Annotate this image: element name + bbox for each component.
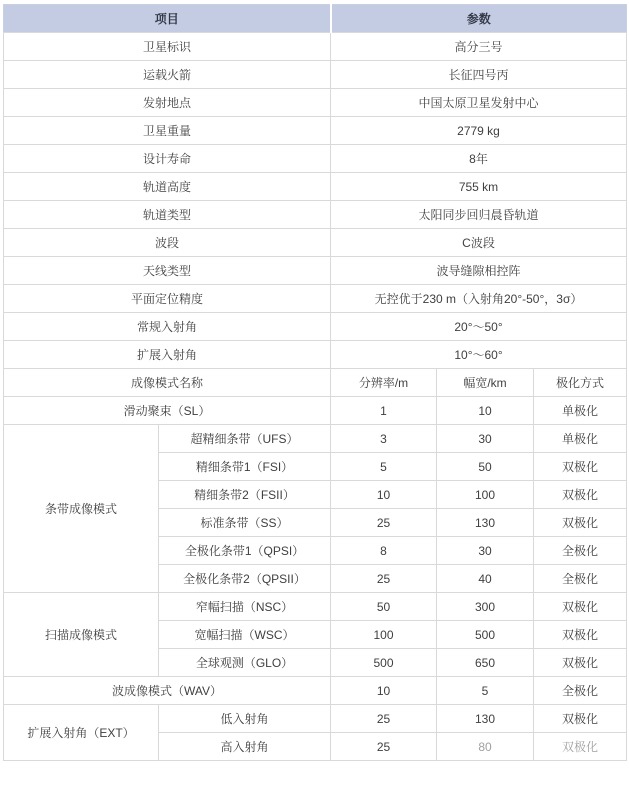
resolution-cell: 10 <box>331 677 437 705</box>
swath-cell: 300 <box>437 593 534 621</box>
mode-name-cell: 超精细条带（UFS） <box>159 425 331 453</box>
polarization-cell: 全极化 <box>534 677 627 705</box>
param-value-cell: 高分三号 <box>331 33 627 61</box>
table-row <box>4 33 627 61</box>
item-label-cell: 天线类型 <box>4 257 331 285</box>
resolution-cell: 25 <box>331 733 437 761</box>
item-label-cell: 扩展入射角 <box>4 341 331 369</box>
item-label-cell: 平面定位精度 <box>4 285 331 313</box>
item-label-cell: 卫星重量 <box>4 117 331 145</box>
polarization-cell: 单极化 <box>534 397 627 425</box>
table-row <box>4 229 627 257</box>
mode-row-wav <box>4 677 627 705</box>
mode-group-cell-scan: 扫描成像模式 <box>4 593 159 677</box>
table-header-row <box>4 5 627 33</box>
header-item-cell: 项目 <box>4 5 331 33</box>
polarization-cell: 双极化 <box>534 733 627 761</box>
mode-name-cell: 宽幅扫描（WSC） <box>159 621 331 649</box>
param-value-cell: 755 km <box>331 173 627 201</box>
item-label-cell: 运载火箭 <box>4 61 331 89</box>
param-value-cell: 长征四号丙 <box>331 61 627 89</box>
polarization-cell: 双极化 <box>534 705 627 733</box>
table-row <box>4 201 627 229</box>
swath-cell: 100 <box>437 481 534 509</box>
polarization-cell: 全极化 <box>534 565 627 593</box>
param-value-cell: 波导缝隙相控阵 <box>331 257 627 285</box>
swath-cell: 30 <box>437 537 534 565</box>
swath-cell: 50 <box>437 453 534 481</box>
resolution-cell: 1 <box>331 397 437 425</box>
swath-cell: 130 <box>437 705 534 733</box>
item-label-cell: 发射地点 <box>4 89 331 117</box>
resolution-cell: 25 <box>331 705 437 733</box>
mode-name-cell: 全极化条带2（QPSII） <box>159 565 331 593</box>
table-row <box>4 61 627 89</box>
item-label-cell: 常规入射角 <box>4 313 331 341</box>
param-value-cell: 太阳同步回归晨昏轨道 <box>331 201 627 229</box>
resolution-cell: 50 <box>331 593 437 621</box>
mode-name-cell: 标准条带（SS） <box>159 509 331 537</box>
resolution-cell: 25 <box>331 509 437 537</box>
polarization-cell: 双极化 <box>534 453 627 481</box>
mode-row <box>4 705 627 733</box>
swath-cell: 500 <box>437 621 534 649</box>
table-row <box>4 117 627 145</box>
table-row <box>4 173 627 201</box>
polarization-cell: 双极化 <box>534 649 627 677</box>
satellite-spec-table-wrapper <box>3 4 627 761</box>
item-label-cell: 卫星标识 <box>4 33 331 61</box>
mode-name-cell: 低入射角 <box>159 705 331 733</box>
param-value-cell: 20°～50° <box>331 313 627 341</box>
param-value-cell: 无控优于230 m（入射角20°-50°，3σ） <box>331 285 627 313</box>
param-value-cell: 10°～60° <box>331 341 627 369</box>
table-row <box>4 257 627 285</box>
table-row <box>4 313 627 341</box>
swath-cell: 10 <box>437 397 534 425</box>
resolution-cell: 10 <box>331 481 437 509</box>
swath-cell: 5 <box>437 677 534 705</box>
mode-name-cell: 精细条带2（FSII） <box>159 481 331 509</box>
resolution-cell: 500 <box>331 649 437 677</box>
item-label-cell: 设计寿命 <box>4 145 331 173</box>
mode-row-sl <box>4 397 627 425</box>
mode-row <box>4 593 627 621</box>
mode-name-cell: 精细条带1（FSI） <box>159 453 331 481</box>
param-value-cell: 2779 kg <box>331 117 627 145</box>
mode-name-cell: 窄幅扫描（NSC） <box>159 593 331 621</box>
swath-cell: 130 <box>437 509 534 537</box>
table-row <box>4 285 627 313</box>
swath-cell: 40 <box>437 565 534 593</box>
header-param-cell: 参数 <box>331 5 627 33</box>
resolution-cell: 8 <box>331 537 437 565</box>
mode-name-cell: 滑动聚束（SL） <box>4 397 331 425</box>
param-value-cell: C波段 <box>331 229 627 257</box>
mode-name-cell: 全极化条带1（QPSI） <box>159 537 331 565</box>
polarization-cell: 全极化 <box>534 537 627 565</box>
mode-header-polarization-cell: 极化方式 <box>534 369 627 397</box>
mode-header-name-cell: 成像模式名称 <box>4 369 331 397</box>
mode-header-resolution-cell: 分辨率/m <box>331 369 437 397</box>
resolution-cell: 3 <box>331 425 437 453</box>
item-label-cell: 轨道高度 <box>4 173 331 201</box>
table-row <box>4 145 627 173</box>
mode-header-swath-cell: 幅宽/km <box>437 369 534 397</box>
item-label-cell: 轨道类型 <box>4 201 331 229</box>
mode-row <box>4 425 627 453</box>
resolution-cell: 25 <box>331 565 437 593</box>
swath-cell: 80 <box>437 733 534 761</box>
table-row <box>4 89 627 117</box>
swath-cell: 650 <box>437 649 534 677</box>
polarization-cell: 双极化 <box>534 593 627 621</box>
polarization-cell: 单极化 <box>534 425 627 453</box>
swath-cell: 30 <box>437 425 534 453</box>
gf3-parameters-table <box>3 4 627 761</box>
polarization-cell: 双极化 <box>534 509 627 537</box>
mode-name-cell: 高入射角 <box>159 733 331 761</box>
mode-name-cell: 全球观测（GLO） <box>159 649 331 677</box>
mode-group-cell-strip: 条带成像模式 <box>4 425 159 593</box>
resolution-cell: 5 <box>331 453 437 481</box>
resolution-cell: 100 <box>331 621 437 649</box>
mode-group-cell-ext: 扩展入射角（EXT） <box>4 705 159 761</box>
table-row <box>4 341 627 369</box>
polarization-cell: 双极化 <box>534 621 627 649</box>
mode-header-row <box>4 369 627 397</box>
param-value-cell: 中国太原卫星发射中心 <box>331 89 627 117</box>
item-label-cell: 波段 <box>4 229 331 257</box>
param-value-cell: 8年 <box>331 145 627 173</box>
mode-name-cell: 波成像模式（WAV） <box>4 677 331 705</box>
polarization-cell: 双极化 <box>534 481 627 509</box>
